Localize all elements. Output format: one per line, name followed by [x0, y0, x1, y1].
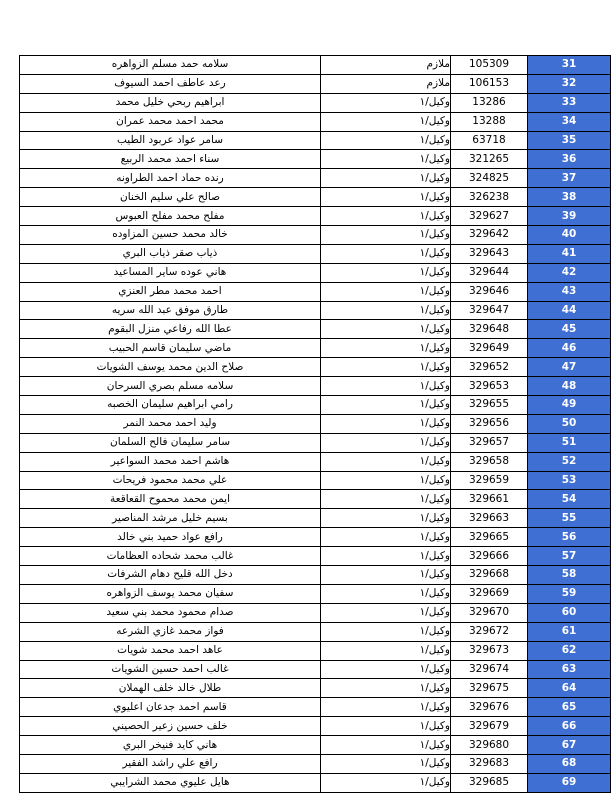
rank-cell: وكيل/١ [321, 93, 451, 112]
table-row [20, 131, 611, 150]
number-cell: 329669 [451, 584, 528, 603]
name-cell: خالد محمد حسين المزاوده [20, 226, 321, 245]
rank-cell: وكيل/١ [321, 169, 451, 188]
name-cell: طلال خالد خلف الهملان [20, 679, 321, 698]
number-cell: 329646 [451, 282, 528, 301]
table-row [20, 282, 611, 301]
rank-cell: وكيل/١ [321, 226, 451, 245]
rank-cell: وكيل/١ [321, 698, 451, 717]
sequence-cell: 48 [528, 377, 611, 396]
roster-sheet [19, 55, 597, 793]
number-cell: 329656 [451, 414, 528, 433]
number-cell: 329685 [451, 773, 528, 792]
number-cell: 324825 [451, 169, 528, 188]
sequence-cell: 45 [528, 320, 611, 339]
sequence-cell: 36 [528, 150, 611, 169]
rank-cell: وكيل/١ [321, 282, 451, 301]
table-row [20, 339, 611, 358]
rank-cell: ملازم [321, 56, 451, 75]
rank-cell: وكيل/١ [321, 131, 451, 150]
rank-cell: وكيل/١ [321, 641, 451, 660]
rank-cell: وكيل/١ [321, 244, 451, 263]
name-cell: علي محمد محمود فريحات [20, 471, 321, 490]
number-cell: 329674 [451, 660, 528, 679]
sequence-cell: 65 [528, 698, 611, 717]
table-row [20, 56, 611, 75]
name-cell: رامي ابراهيم سليمان الخصبه [20, 396, 321, 415]
table-row [20, 150, 611, 169]
number-cell: 329642 [451, 226, 528, 245]
personnel-table [19, 55, 611, 793]
table-row [20, 698, 611, 717]
sequence-cell: 52 [528, 452, 611, 471]
name-cell: وليد احمد محمد النمر [20, 414, 321, 433]
number-cell: 329680 [451, 736, 528, 755]
table-row [20, 736, 611, 755]
number-cell: 326238 [451, 188, 528, 207]
sequence-cell: 56 [528, 528, 611, 547]
table-row [20, 301, 611, 320]
number-cell: 321265 [451, 150, 528, 169]
sequence-cell: 61 [528, 622, 611, 641]
sequence-cell: 60 [528, 603, 611, 622]
sequence-cell: 58 [528, 566, 611, 585]
name-cell: هايل عليوي محمد الشرايبي [20, 773, 321, 792]
table-row [20, 396, 611, 415]
rank-cell: وكيل/١ [321, 150, 451, 169]
rank-cell: وكيل/١ [321, 320, 451, 339]
sequence-cell: 31 [528, 56, 611, 75]
name-cell: هاني عوده ساير المساعيد [20, 263, 321, 282]
table-row [20, 226, 611, 245]
table-row [20, 509, 611, 528]
name-cell: سلامه حمد مسلم الزواهره [20, 56, 321, 75]
rank-cell: وكيل/١ [321, 584, 451, 603]
rank-cell: وكيل/١ [321, 414, 451, 433]
name-cell: خلف حسين زعير الحصيني [20, 717, 321, 736]
name-cell: ايمن محمد محموح القعاقعة [20, 490, 321, 509]
number-cell: 329643 [451, 244, 528, 263]
number-cell: 329648 [451, 320, 528, 339]
number-cell: 329670 [451, 603, 528, 622]
table-row [20, 414, 611, 433]
number-cell: 329668 [451, 566, 528, 585]
name-cell: هاني كايد فنيخر البري [20, 736, 321, 755]
sequence-cell: 41 [528, 244, 611, 263]
sequence-cell: 34 [528, 112, 611, 131]
rank-cell: وكيل/١ [321, 622, 451, 641]
rank-cell: وكيل/١ [321, 112, 451, 131]
sequence-cell: 63 [528, 660, 611, 679]
table-row [20, 641, 611, 660]
rank-cell: وكيل/١ [321, 754, 451, 773]
sequence-cell: 54 [528, 490, 611, 509]
sequence-cell: 67 [528, 736, 611, 755]
rank-cell: وكيل/١ [321, 471, 451, 490]
rank-cell: وكيل/١ [321, 188, 451, 207]
table-row [20, 679, 611, 698]
sequence-cell: 44 [528, 301, 611, 320]
number-cell: 329658 [451, 452, 528, 471]
number-cell: 13286 [451, 93, 528, 112]
number-cell: 105309 [451, 56, 528, 75]
table-row [20, 207, 611, 226]
rank-cell: وكيل/١ [321, 679, 451, 698]
number-cell: 329666 [451, 547, 528, 566]
sequence-cell: 32 [528, 74, 611, 93]
number-cell: 329675 [451, 679, 528, 698]
sequence-cell: 68 [528, 754, 611, 773]
sequence-cell: 69 [528, 773, 611, 792]
table-row [20, 603, 611, 622]
name-cell: سناء احمد محمد الربيع [20, 150, 321, 169]
number-cell: 329655 [451, 396, 528, 415]
sequence-cell: 46 [528, 339, 611, 358]
number-cell: 106153 [451, 74, 528, 93]
rank-cell: وكيل/١ [321, 660, 451, 679]
number-cell: 329683 [451, 754, 528, 773]
number-cell: 329644 [451, 263, 528, 282]
rank-cell: وكيل/١ [321, 717, 451, 736]
name-cell: ابراهيم ربحي خليل محمد [20, 93, 321, 112]
table-row [20, 112, 611, 131]
sequence-cell: 38 [528, 188, 611, 207]
sequence-cell: 49 [528, 396, 611, 415]
rank-cell: وكيل/١ [321, 396, 451, 415]
number-cell: 329672 [451, 622, 528, 641]
table-row [20, 244, 611, 263]
table-row [20, 566, 611, 585]
number-cell: 329663 [451, 509, 528, 528]
number-cell: 329649 [451, 339, 528, 358]
sequence-cell: 37 [528, 169, 611, 188]
rank-cell: وكيل/١ [321, 603, 451, 622]
rank-cell: وكيل/١ [321, 377, 451, 396]
sequence-cell: 33 [528, 93, 611, 112]
name-cell: غالب احمد حسين الشويات [20, 660, 321, 679]
table-row [20, 74, 611, 93]
table-row [20, 717, 611, 736]
name-cell: احمد محمد مطر العنزي [20, 282, 321, 301]
number-cell: 329673 [451, 641, 528, 660]
sequence-cell: 42 [528, 263, 611, 282]
table-row [20, 471, 611, 490]
name-cell: صدام محمود محمد بني سعيد [20, 603, 321, 622]
number-cell: 13288 [451, 112, 528, 131]
table-row [20, 773, 611, 792]
table-row [20, 93, 611, 112]
name-cell: ذياب صقر ذياب البري [20, 244, 321, 263]
name-cell: رنده حماد احمد الطراونه [20, 169, 321, 188]
name-cell: سلامه مسلم بصري السرحان [20, 377, 321, 396]
number-cell: 329653 [451, 377, 528, 396]
name-cell: هاشم احمد محمد السواعير [20, 452, 321, 471]
number-cell: 329652 [451, 358, 528, 377]
name-cell: دخل الله قليح دهام الشرفات [20, 566, 321, 585]
sequence-cell: 62 [528, 641, 611, 660]
table-row [20, 358, 611, 377]
rank-cell: وكيل/١ [321, 207, 451, 226]
sequence-cell: 51 [528, 433, 611, 452]
table-row [20, 169, 611, 188]
name-cell: عاهد احمد محمد شويات [20, 641, 321, 660]
table-row [20, 754, 611, 773]
sequence-cell: 53 [528, 471, 611, 490]
rank-cell: وكيل/١ [321, 547, 451, 566]
table-row [20, 188, 611, 207]
rank-cell: وكيل/١ [321, 433, 451, 452]
table-row [20, 584, 611, 603]
rank-cell: وكيل/١ [321, 490, 451, 509]
name-cell: ماضي سليمان قاسم الحبيب [20, 339, 321, 358]
name-cell: رعد عاطف احمد السيوف [20, 74, 321, 93]
table-row [20, 433, 611, 452]
rank-cell: وكيل/١ [321, 263, 451, 282]
rank-cell: وكيل/١ [321, 509, 451, 528]
name-cell: فواز محمد غازي الشرعه [20, 622, 321, 641]
rank-cell: وكيل/١ [321, 452, 451, 471]
table-row [20, 660, 611, 679]
sequence-cell: 57 [528, 547, 611, 566]
rank-cell: وكيل/١ [321, 773, 451, 792]
table-row [20, 377, 611, 396]
sequence-cell: 43 [528, 282, 611, 301]
number-cell: 329676 [451, 698, 528, 717]
name-cell: طارق موفق عبد الله سريه [20, 301, 321, 320]
sequence-cell: 59 [528, 584, 611, 603]
rank-cell: وكيل/١ [321, 358, 451, 377]
name-cell: رافع عواد حميد بني خالد [20, 528, 321, 547]
rank-cell: وكيل/١ [321, 736, 451, 755]
name-cell: صلاح الدين محمد يوسف الشويات [20, 358, 321, 377]
table-row [20, 528, 611, 547]
number-cell: 329659 [451, 471, 528, 490]
name-cell: سامر عواد عربود الطيب [20, 131, 321, 150]
table-row [20, 547, 611, 566]
name-cell: رافع علي راشد الفقير [20, 754, 321, 773]
rank-cell: ملازم [321, 74, 451, 93]
table-row [20, 452, 611, 471]
rank-cell: وكيل/١ [321, 566, 451, 585]
rank-cell: وكيل/١ [321, 339, 451, 358]
name-cell: صالح علي سليم الخنان [20, 188, 321, 207]
sequence-cell: 35 [528, 131, 611, 150]
number-cell: 329657 [451, 433, 528, 452]
rank-cell: وكيل/١ [321, 528, 451, 547]
name-cell: سامر سليمان فالح السلمان [20, 433, 321, 452]
table-row [20, 320, 611, 339]
name-cell: غالب محمد شحاده العظامات [20, 547, 321, 566]
number-cell: 63718 [451, 131, 528, 150]
name-cell: سفيان محمد يوسف الزواهره [20, 584, 321, 603]
sequence-cell: 47 [528, 358, 611, 377]
sequence-cell: 50 [528, 414, 611, 433]
number-cell: 329647 [451, 301, 528, 320]
name-cell: بسيم خليل مرشد المناصير [20, 509, 321, 528]
sequence-cell: 39 [528, 207, 611, 226]
number-cell: 329665 [451, 528, 528, 547]
name-cell: عطا الله رفاعي منزل البقوم [20, 320, 321, 339]
number-cell: 329679 [451, 717, 528, 736]
table-row [20, 622, 611, 641]
number-cell: 329627 [451, 207, 528, 226]
sequence-cell: 64 [528, 679, 611, 698]
rank-cell: وكيل/١ [321, 301, 451, 320]
personnel-table-body [20, 56, 611, 793]
number-cell: 329661 [451, 490, 528, 509]
name-cell: محمد احمد محمد عمران [20, 112, 321, 131]
table-row [20, 263, 611, 282]
sequence-cell: 55 [528, 509, 611, 528]
sequence-cell: 40 [528, 226, 611, 245]
sequence-cell: 66 [528, 717, 611, 736]
name-cell: قاسم احمد جدعان اعليوي [20, 698, 321, 717]
name-cell: مفلح محمد مفلح العبوس [20, 207, 321, 226]
table-row [20, 490, 611, 509]
